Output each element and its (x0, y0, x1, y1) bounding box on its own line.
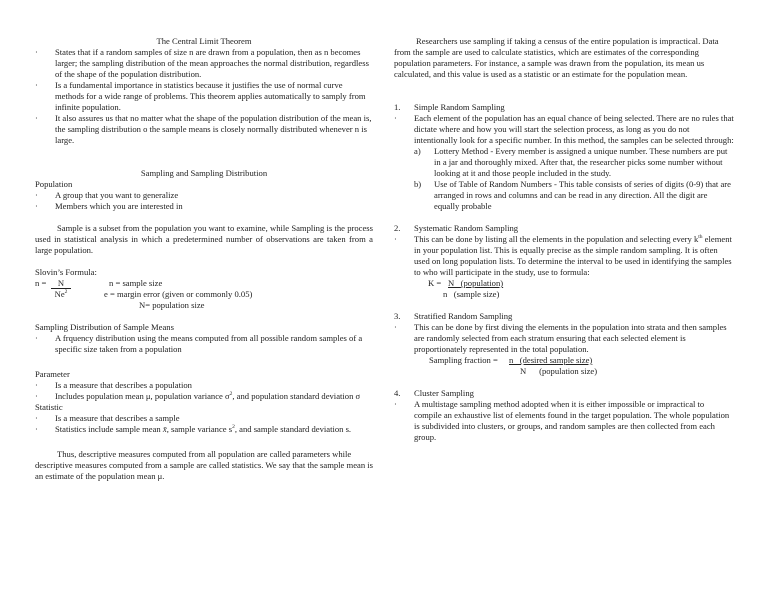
clt-bullet-3 (35, 113, 373, 146)
slovin-lhs: n = (35, 278, 47, 288)
bullet-text-mid: , sample variance s (166, 424, 233, 434)
bullet-text: It also assures us that no matter what the shape of the population distribution of the mean is, the sampling distribution o the sample means is closely normally distributed whenever n is large. (55, 113, 372, 145)
section-number: 2. (394, 223, 401, 233)
section-number: 1. (394, 102, 401, 112)
population-heading: Population (35, 179, 73, 189)
bullet-text: Is a measure that describes a population (55, 380, 192, 390)
bullet-dot: · (35, 413, 38, 423)
section-simple-random (394, 102, 734, 113)
population-bullet-2 (35, 201, 373, 212)
bullet-text: Is a fundamental importance in statistics because it justifies the use of normal curve methods for a wide range of problems. This theorem applies automatically to samply from infinite population. (55, 80, 366, 112)
bullet-text: This can be done by first diving the elements in the population into strata and then samples are randomly selected from each stratum ensuring that each selected element is proportionately represented in the total population. (414, 322, 727, 354)
closing-paragraph: Thus, descriptive measures computed from all population are called parameters while descriptive measures computed from a sample are called statistics. We say that the sample mean is an estimate of the population mean μ. (35, 449, 374, 481)
bullet-dot: · (394, 113, 397, 123)
section-number: 4. (394, 388, 401, 398)
parameter-bullet-1 (35, 380, 373, 391)
bullet-dot: · (35, 80, 38, 90)
slovin-def-n: n = sample size (109, 278, 163, 288)
bullet-text-pre: This can be done by listing all the elements in the population and selecting every k (414, 234, 699, 244)
bullet-text: Is a measure that describes a sample (55, 413, 180, 423)
section-title: Simple Random Sampling (414, 102, 505, 112)
bullet-dot: · (394, 234, 397, 244)
formula-lhs: K = (428, 278, 442, 288)
systematic-bullet (394, 234, 734, 278)
random-number-table (394, 179, 734, 212)
section-title: Stratified Random Sampling (414, 311, 513, 321)
statistic-bullet-1 (35, 413, 373, 424)
clt-bullet-1 (35, 47, 373, 80)
bullet-dot: · (35, 424, 38, 434)
formula-lhs: Sampling fraction = (429, 355, 500, 365)
population-bullet-1 (35, 190, 373, 201)
sdsm-bullet (35, 333, 373, 355)
bullet-text: A group that you want to generalize (55, 190, 179, 200)
slovin-den-text: Ne (54, 289, 65, 299)
sub-label: b) (414, 179, 422, 189)
clt-bullet-2 (35, 80, 373, 113)
left-column (35, 36, 373, 482)
ssd-title: Sampling and Sampling Distribution (140, 168, 268, 178)
bullet-dot: · (35, 333, 38, 343)
section-title: Systematic Random Sampling (414, 223, 519, 233)
statistic-bullet-2 (35, 424, 373, 435)
bullet-text: States that if a random samples of size n are drawn from a population, then as n becomes larger; the sampling distribution of the mean approaches the normal distribution, regardless of the shape of the population distribution. (55, 47, 369, 79)
kth-sup: th (698, 234, 703, 241)
cluster-bullet (394, 399, 734, 443)
statistic-heading: Statistic (35, 402, 63, 412)
intro-paragraph: Researchers use sampling if taking a census of the entire population is impractical. Data from the sample are used to calculate statistics, which are estimates of the corresponding population parameters. For instance, a sample was drawn from the population, its mean us calculated, and this value is used as a statistic or an estimate for the population mean. (394, 36, 719, 79)
formula-numerator: N (population) (448, 278, 504, 288)
bullet-text: A frquency distribution using the means computed from all possible random samples of a specific size taken from a population (55, 333, 363, 354)
slovin-denominator (51, 289, 71, 300)
slovin-formula (35, 278, 373, 311)
bullet-text: A multistage sampling method adopted when it is either impossible or impractical to compile an exhaustive list of elements found in the target population. The whole population is subdivided into clusters, or groups, and random samples are then collected from each group. (414, 399, 730, 442)
s-squared-sup: 2 (232, 424, 235, 431)
bullet-dot: · (35, 47, 38, 57)
lottery-method (394, 146, 734, 179)
formula-denominator: n (sample size) (443, 289, 500, 299)
sdsm-heading: Sampling Distribution of Sample Means (35, 322, 174, 332)
systematic-formula (394, 278, 734, 300)
bullet-dot: · (35, 190, 38, 200)
bullet-text-post: , and population standard deviation σ (232, 391, 361, 401)
simple-random-bullet (394, 113, 734, 146)
section-systematic (394, 223, 734, 234)
section-cluster (394, 388, 734, 399)
sample-paragraph: Sample is a subset from the population you want to examine, while Sampling is the process used in statistical analysis in which a predetermined number of observations are taken from a large population. (35, 223, 373, 255)
parameter-heading: Parameter (35, 369, 70, 379)
sub-text: Lottery Method - Every member is assigned a unique number. These numbers are put in a jar and thoroughly mixed. After that, the researcher picks some number without looking at it and those people included in the study. (434, 146, 728, 178)
slovin-den-sup: 2 (64, 289, 68, 296)
clt-title: The Central Limit Theorem (156, 36, 252, 46)
slovin-def-e: e = margin error (given or commonly 0.05) (104, 289, 253, 299)
slovin-heading: Slovin’s Formula: (35, 267, 97, 277)
slovin-def-N: N= population size (139, 300, 205, 310)
bullet-text-post: , and sample standard deviation s. (234, 424, 352, 434)
bullet-text: Each element of the population has an equal chance of being selected. There are no rules that dictate where and how you will start the selection process, as long as you do not intentionally look for a specific number. In this method, the samples can be selected through: (414, 113, 734, 145)
formula-denominator: N (population size) (520, 366, 598, 376)
bullet-text-post: element in your population list. This is equally precise as the simple random sampling. It is often used on long population lists. To determine the interval to be used in identifying the samples to who will participate in the study, use to formula: (414, 234, 732, 277)
stratified-formula (394, 355, 734, 377)
bullet-dot: · (35, 380, 38, 390)
bullet-text: Members which you are interested in (55, 201, 183, 211)
section-number: 3. (394, 311, 401, 321)
bullet-dot: · (35, 113, 38, 123)
bullet-dot: · (35, 391, 38, 401)
right-column (394, 36, 734, 443)
xbar-symbol: x̄ (162, 424, 167, 434)
stratified-bullet (394, 322, 734, 355)
sub-label: a) (414, 146, 421, 156)
section-stratified (394, 311, 734, 322)
sub-text: Use of Table of Random Numbers - This table consists of series of digits (0-9) that are arranged in rows and columns and can be read in any direction. All the digit are equally probable (434, 179, 731, 211)
slovin-numerator: N (51, 278, 71, 289)
parameter-bullet-2 (35, 391, 373, 402)
bullet-text-pre: Statistics include sample mean (55, 424, 161, 434)
sigma-squared-sup: 2 (229, 391, 233, 398)
formula-numerator: n (desired sample size) (509, 355, 593, 365)
bullet-dot: · (35, 201, 38, 211)
section-title: Cluster Sampling (414, 388, 474, 398)
bullet-dot: · (394, 399, 397, 409)
bullet-dot: · (394, 322, 397, 332)
bullet-text-pre: Includes population mean μ, population variance σ (55, 391, 230, 401)
